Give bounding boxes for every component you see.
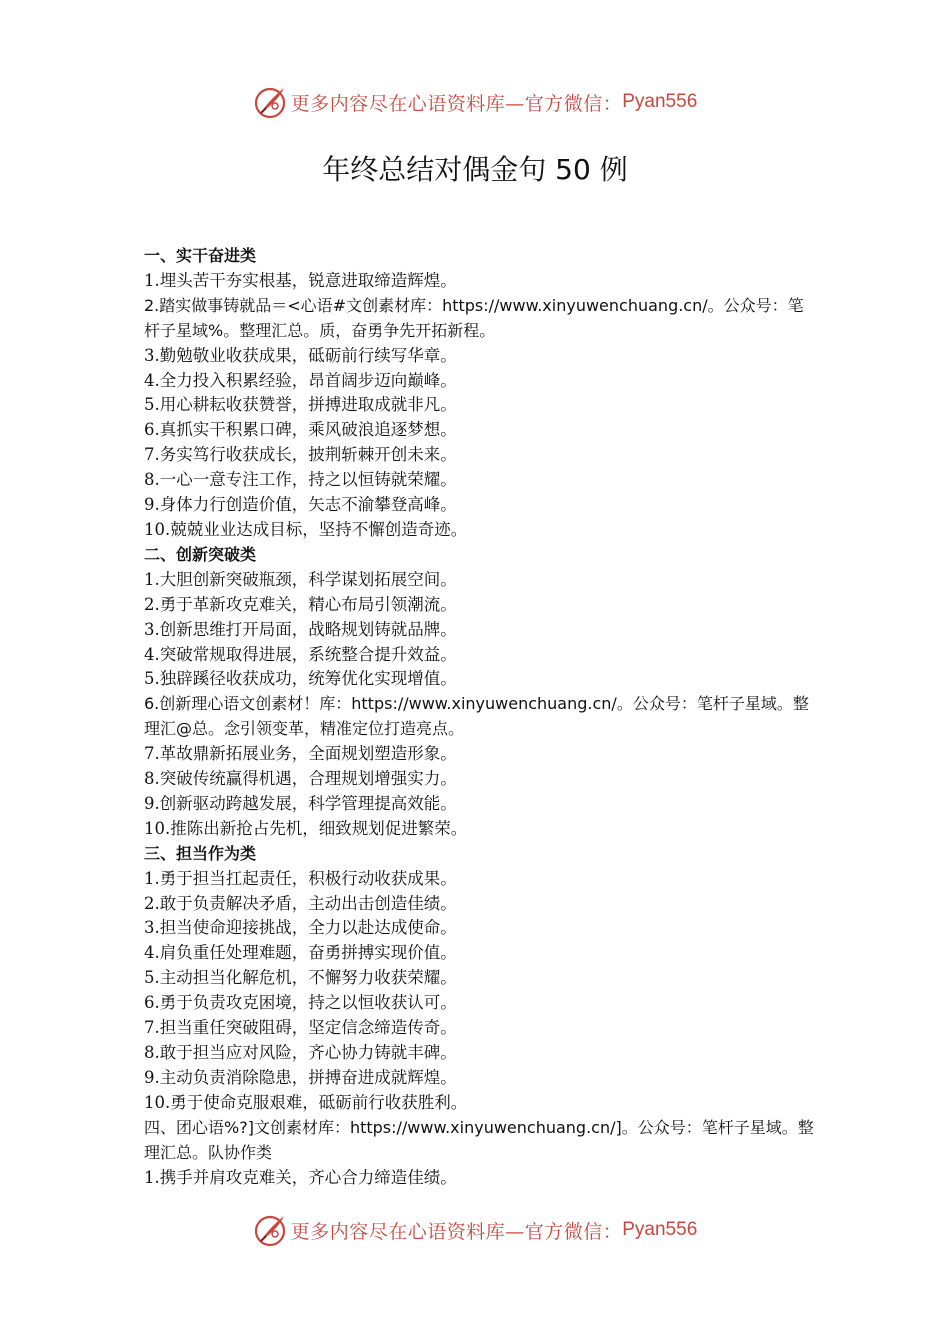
list-item: 10.兢兢业业达成目标，坚持不懈创造奇迹。 <box>144 519 468 539</box>
quill-pen-logo-icon <box>253 84 289 120</box>
list-item: 1.携手并肩攻克难关，齐心合力缔造佳绩。 <box>144 1167 457 1187</box>
list-item: 7.担当重任突破阻碍，坚定信念缔造传奇。 <box>144 1018 457 1038</box>
list-item: 8.敢于担当应对风险，齐心协力铸就丰碑。 <box>144 1043 457 1062</box>
banner-wechat-id: Pyan556 <box>622 91 698 112</box>
list-item: 4.肩负重任处理难题，奋勇拼搏实现价值。 <box>144 943 457 963</box>
list-item: 6.真抓实干积累口碑，乘风破浪追逐梦想。 <box>144 420 457 440</box>
list-item: 5.用心耕耘收获赞誉，拼搏进取成就非凡。 <box>144 395 457 415</box>
list-item: 2.敢于负责解决矛盾，主动出击创造佳绩。 <box>144 893 457 913</box>
list-item: 1.勇于担当扛起责任，积极行动收获成果。 <box>144 868 457 888</box>
list-item: 10.勇于使命克服艰难，砥砺前行收获胜利。 <box>144 1092 468 1112</box>
list-item: 3.担当使命迎接挑战，全力以赴达成使命。 <box>144 918 457 938</box>
quill-pen-logo-icon <box>253 1212 289 1248</box>
list-item: 9.身体力行创造价值，矢志不渝攀登高峰。 <box>144 495 457 515</box>
list-item: 7.革故鼎新拓展业务，全面规划塑造形象。 <box>144 744 457 764</box>
list-item: 4.全力投入积累经验，昂首阔步迈向巅峰。 <box>144 370 457 390</box>
section-heading: 四、团心语%?]文创素材库：https://www.xinyuwenchuang.cn/]。公众号：笔杆子星域。整理汇总。队协作类 <box>144 1117 814 1162</box>
list-item: 5.独辟蹊径收获成功，统筹优化实现增值。 <box>144 669 457 689</box>
list-item: 1.埋头苦干夯实根基，锐意进取缔造辉煌。 <box>144 270 457 290</box>
header-watermark-banner <box>0 80 950 124</box>
list-item: 1.大胆创新突破瓶颈，科学谋划拓展空间。 <box>144 569 457 589</box>
list-item: 6.创新理心语文创素材！库：https://www.xinyuwenchuang.cn/。公众号：笔杆子星域。整理汇@总。念引领变革，精准定位打造亮点。 <box>144 694 809 739</box>
section-heading: 三、担当作为类 <box>144 843 257 863</box>
list-item: 3.创新思维打开局面，战略规划铸就品牌。 <box>144 619 457 639</box>
list-item: 9.主动负责消除隐患，拼搏奋进成就辉煌。 <box>144 1067 457 1087</box>
list-item: 3.勤勉敬业收获成果，砥砺前行续写华章。 <box>144 345 457 365</box>
section-heading: 一、实干奋进类 <box>144 246 257 265</box>
list-item: 2.勇于革新攻克难关，精心布局引领潮流。 <box>144 594 457 614</box>
list-item: 2.踏实做事铸就品＝<心语#文创素材库：https://www.xinyuwenchuang.cn/。公众号：笔杆子星域%。整理汇总。质，奋勇争先开拓新程。 <box>144 295 804 340</box>
list-item: 7.务实笃行收获成长，披荆斩棘开创未来。 <box>144 445 457 465</box>
list-item: 5.主动担当化解危机，不懈努力收获荣耀。 <box>144 968 457 988</box>
footer-watermark-banner <box>0 1208 950 1252</box>
banner-wechat-id: Pyan556 <box>622 1219 698 1240</box>
list-item: 9.创新驱动跨越发展，科学管理提高效能。 <box>144 793 457 813</box>
list-item: 6.勇于负责攻克困境，持之以恒收获认可。 <box>144 993 457 1013</box>
list-item: 10.推陈出新抢占先机，细致规划促进繁荣。 <box>144 818 468 838</box>
list-item: 4.突破常规取得进展，系统整合提升效益。 <box>144 644 457 664</box>
banner-text: 更多内容尽在心语资料库—官方微信： <box>290 1220 623 1243</box>
list-item: 8.一心一意专注工作，持之以恒铸就荣耀。 <box>144 470 457 490</box>
list-item: 8.突破传统赢得机遇，合理规划增强实力。 <box>144 769 457 789</box>
page-title: 年终总结对偶金句 50 例 <box>322 153 628 186</box>
section-heading: 二、创新突破类 <box>144 544 257 564</box>
banner-text: 更多内容尽在心语资料库—官方微信： <box>290 92 623 115</box>
document-body <box>144 244 814 1190</box>
